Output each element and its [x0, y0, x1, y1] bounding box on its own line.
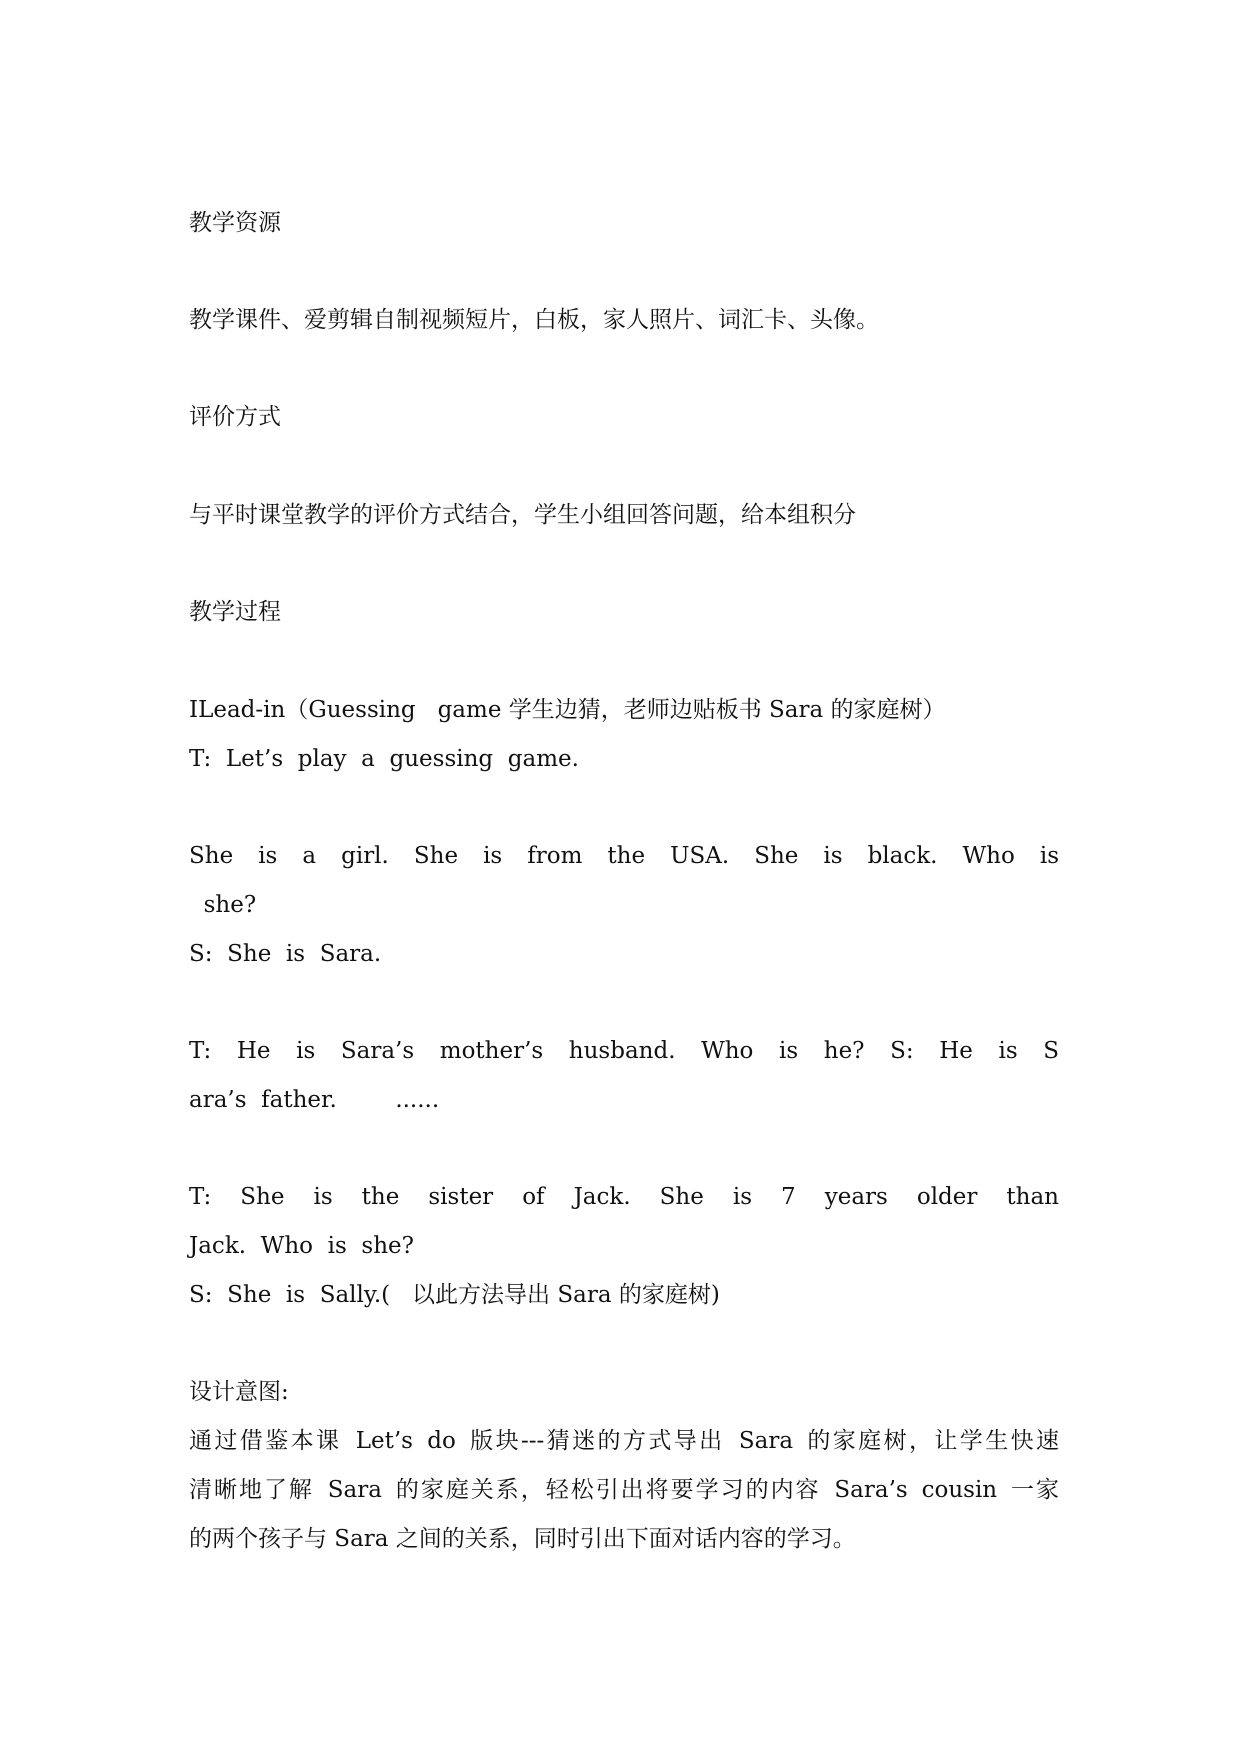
evaluation-heading: 评价方式	[189, 404, 281, 430]
process-heading: 教学过程	[189, 599, 281, 625]
design-intent-line: 清晰地了解 Sara 的家庭关系，轻松引出将要学习的内容 Sara’s cousin 一家	[189, 1477, 1059, 1503]
dialogue-line: T: Let’s play a guessing game.	[189, 746, 579, 772]
resources-heading: 教学资源	[189, 210, 281, 236]
dialogue-line: S: She is Sara.	[189, 941, 382, 967]
design-intent-line: 的两个孩子与 Sara 之间的关系，同时引出下面对话内容的学习。	[189, 1526, 856, 1552]
dialogue-line: T: He is Sara’s mother’s husband. Who is he? S: He is S	[189, 1038, 1059, 1064]
dialogue-line: Jack. Who is she?	[189, 1233, 414, 1259]
lead-in-title: ⅠLead-in（Guessing game 学生边猜，老师边贴板书 Sara 的家庭树）	[189, 697, 946, 723]
dialogue-line: S: She is Sally.( 以此方法导出 Sara 的家庭树)	[189, 1282, 720, 1308]
evaluation-text: 与平时课堂教学的评价方式结合，学生小组回答问题，给本组积分	[189, 502, 856, 528]
resources-text: 教学课件、爱剪辑自制视频短片，白板，家人照片、词汇卡、头像。	[189, 307, 879, 333]
dialogue-line: she?	[189, 892, 257, 918]
dialogue-line: She is a girl. She is from the USA. She is black. Who is	[189, 843, 1059, 869]
dialogue-line: ara’s father. ......	[189, 1087, 440, 1113]
design-intent-heading: 设计意图:	[189, 1379, 289, 1405]
design-intent-line: 通过借鉴本课 Let’s do 版块---猜迷的方式导出 Sara 的家庭树，让学生快速	[189, 1428, 1059, 1454]
dialogue-line: T: She is the sister of Jack. She is 7 years older than	[189, 1184, 1059, 1210]
